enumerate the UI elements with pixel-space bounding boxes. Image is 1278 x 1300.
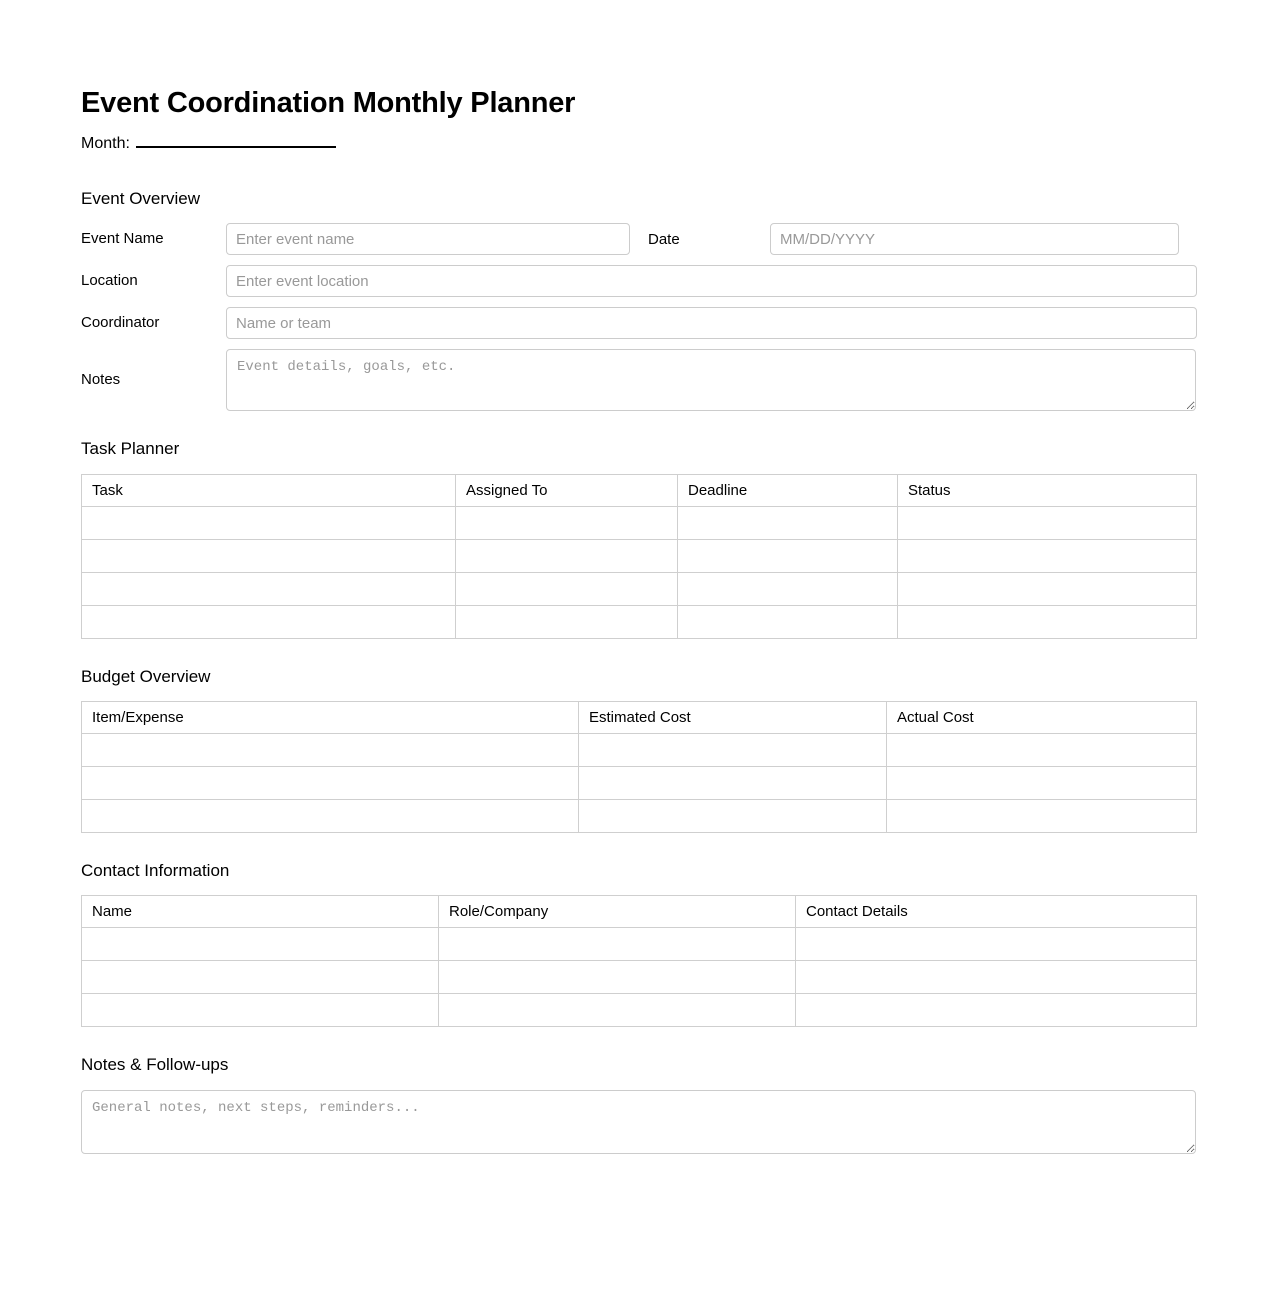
cell-deadline[interactable] xyxy=(678,572,898,605)
budget-overview-heading: Budget Overview xyxy=(81,666,211,686)
event-overview-heading: Event Overview xyxy=(81,188,201,208)
contact-information-body xyxy=(82,928,1197,1027)
cell-contact-details[interactable] xyxy=(796,994,1197,1027)
cell-deadline[interactable] xyxy=(678,506,898,539)
form-row-notes xyxy=(81,349,1196,411)
cell-role-company[interactable] xyxy=(439,994,796,1027)
column-header-role-company: Role/Company xyxy=(439,896,796,928)
table-header-row xyxy=(82,474,1197,506)
cell-contact-details[interactable] xyxy=(796,928,1197,961)
contact-information-heading: Contact Information xyxy=(81,861,230,881)
cell-estimated-cost[interactable] xyxy=(579,800,887,833)
table-row xyxy=(82,928,1197,961)
section-contact-information xyxy=(81,861,1196,1027)
contact-information-head xyxy=(82,896,1197,928)
cell-task[interactable] xyxy=(82,506,456,539)
cell-deadline[interactable] xyxy=(678,539,898,572)
month-blank-field[interactable] xyxy=(136,134,336,148)
coordinator-label: Coordinator xyxy=(81,314,160,332)
column-header-task: Task xyxy=(82,474,456,506)
date-label: Date xyxy=(648,230,680,248)
cell-name[interactable] xyxy=(82,928,439,961)
cell-actual-cost[interactable] xyxy=(887,800,1197,833)
month-label: Month: xyxy=(81,134,130,152)
cell-actual-cost[interactable] xyxy=(887,734,1197,767)
notes-label: Notes xyxy=(81,371,121,389)
table-row xyxy=(82,800,1197,833)
location-input[interactable] xyxy=(226,265,1197,297)
task-planner-head xyxy=(82,474,1197,506)
budget-overview-head xyxy=(82,702,1197,734)
task-planner-body xyxy=(82,506,1197,638)
column-header-actual-cost: Actual Cost xyxy=(887,702,1197,734)
cell-status[interactable] xyxy=(898,605,1197,638)
cell-status[interactable] xyxy=(898,572,1197,605)
notes-textarea[interactable] xyxy=(226,349,1196,411)
cell-estimated-cost[interactable] xyxy=(579,734,887,767)
table-row xyxy=(82,605,1197,638)
cell-actual-cost[interactable] xyxy=(887,767,1197,800)
table-header-row xyxy=(82,702,1197,734)
cell-task[interactable] xyxy=(82,572,456,605)
budget-overview-body xyxy=(82,734,1197,833)
notes-followups-textarea[interactable] xyxy=(81,1090,1196,1154)
budget-overview-table xyxy=(81,701,1197,833)
table-row xyxy=(82,572,1197,605)
location-label: Location xyxy=(81,272,138,290)
date-input[interactable] xyxy=(770,223,1179,255)
form-row-event-name-date xyxy=(81,223,1196,255)
column-header-assigned-to: Assigned To xyxy=(456,474,678,506)
task-planner-heading: Task Planner xyxy=(81,439,180,459)
month-row xyxy=(81,134,1196,153)
cell-name[interactable] xyxy=(82,961,439,994)
form-row-coordinator xyxy=(81,307,1196,339)
event-name-input[interactable] xyxy=(226,223,630,255)
cell-status[interactable] xyxy=(898,506,1197,539)
cell-task[interactable] xyxy=(82,605,456,638)
table-row xyxy=(82,961,1197,994)
section-task-planner xyxy=(81,439,1196,638)
cell-assigned-to[interactable] xyxy=(456,605,678,638)
column-header-contact-details: Contact Details xyxy=(796,896,1197,928)
table-row xyxy=(82,734,1197,767)
notes-followups-heading: Notes & Follow-ups xyxy=(81,1055,229,1075)
contact-information-table xyxy=(81,895,1197,1027)
column-header-status: Status xyxy=(898,474,1197,506)
cell-role-company[interactable] xyxy=(439,928,796,961)
coordinator-input[interactable] xyxy=(226,307,1197,339)
section-notes-followups xyxy=(81,1055,1196,1153)
cell-assigned-to[interactable] xyxy=(456,572,678,605)
cell-assigned-to[interactable] xyxy=(456,539,678,572)
cell-estimated-cost[interactable] xyxy=(579,767,887,800)
table-header-row xyxy=(82,896,1197,928)
cell-item-expense[interactable] xyxy=(82,800,579,833)
cell-role-company[interactable] xyxy=(439,961,796,994)
cell-assigned-to[interactable] xyxy=(456,506,678,539)
section-event-overview xyxy=(81,189,1196,411)
section-budget-overview xyxy=(81,667,1196,833)
column-header-deadline: Deadline xyxy=(678,474,898,506)
column-header-name: Name xyxy=(82,896,439,928)
column-header-item-expense: Item/Expense xyxy=(82,702,579,734)
column-header-estimated-cost: Estimated Cost xyxy=(579,702,887,734)
cell-status[interactable] xyxy=(898,539,1197,572)
event-name-label: Event Name xyxy=(81,230,164,248)
cell-name[interactable] xyxy=(82,994,439,1027)
cell-item-expense[interactable] xyxy=(82,767,579,800)
table-row xyxy=(82,506,1197,539)
cell-item-expense[interactable] xyxy=(82,734,579,767)
table-row xyxy=(82,767,1197,800)
table-row xyxy=(82,539,1197,572)
cell-deadline[interactable] xyxy=(678,605,898,638)
cell-task[interactable] xyxy=(82,539,456,572)
form-row-location xyxy=(81,265,1196,297)
table-row xyxy=(82,994,1197,1027)
cell-contact-details[interactable] xyxy=(796,961,1197,994)
task-planner-table xyxy=(81,474,1197,639)
page-title: Event Coordination Monthly Planner xyxy=(81,87,576,119)
